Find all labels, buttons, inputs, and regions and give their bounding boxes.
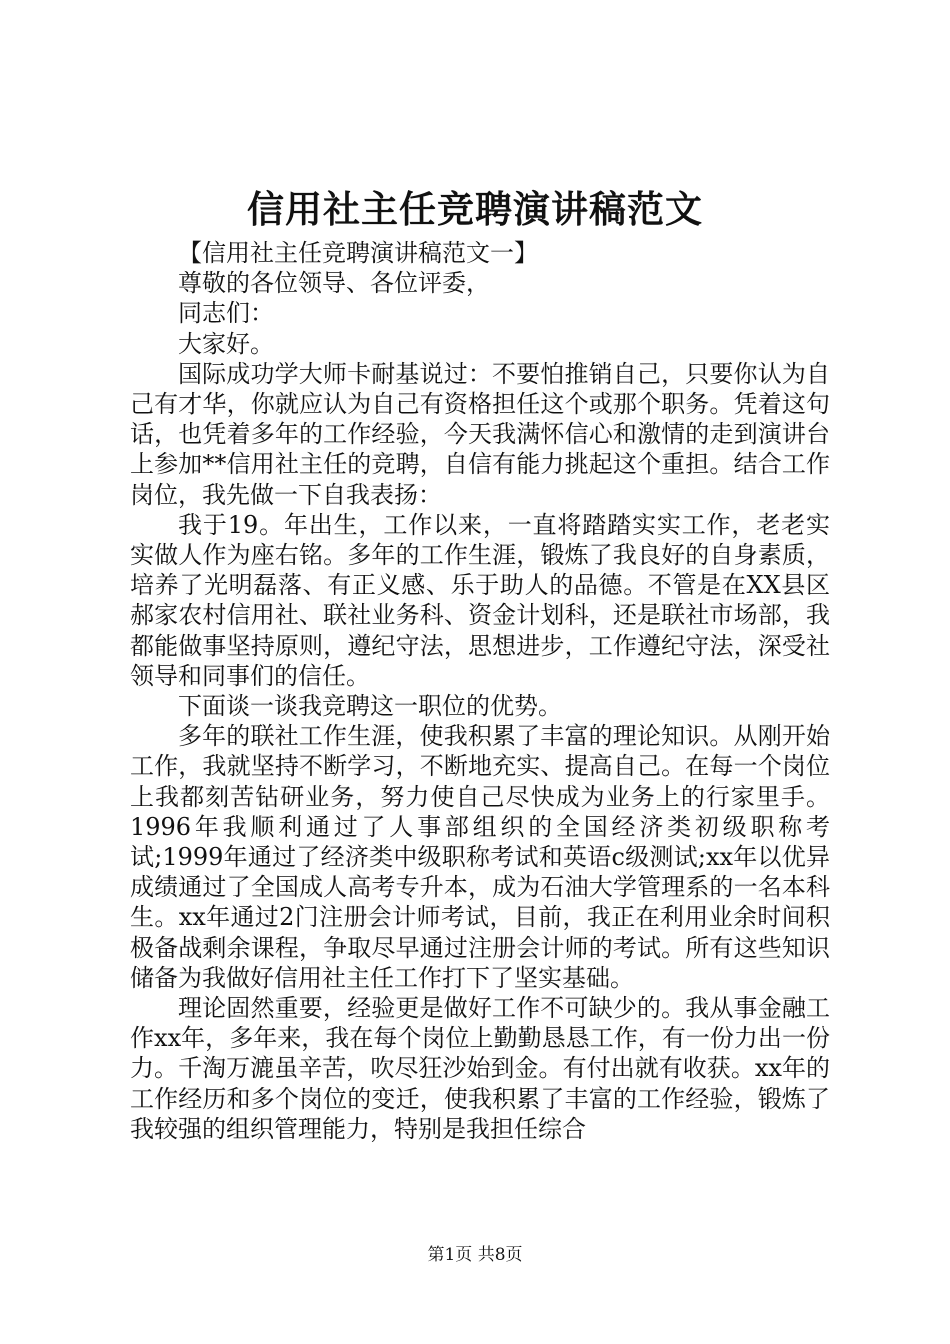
body-paragraph: 国际成功学大师卡耐基说过：不要怕推销自己，只要你认为自己有才华，你就应认为自己有资格担任这个或那个职务。凭着这句话，也凭着多年的工作经验，今天我满怀信心和激情的走到演讲台上参加**信用社主任的竞聘，自信有能力挑起这个重担。结合工作岗位，我先做一下自我表扬： [130, 359, 830, 509]
document-body [130, 238, 830, 1144]
section-heading: 【信用社主任竞聘演讲稿范文一】 [178, 239, 538, 267]
body-paragraph: 多年的联社工作生涯，使我积累了丰富的理论知识。从刚开始工作，我就坚持不断学习，不断地充实、提高自己。在每一个岗位上我都刻苦钻研业务，努力使自己尽快成为业务上的行家里手。1996年我顺利通过了人事部组织的全国经济类初级职称考试;1999年通过了经济类中级职称考试和英语c级测试;xx年以优异成绩通过了全国成人高考专升本，成为石油大学管理系的一名本科生。xx年通过2门注册会计师考试，目前，我正在利用业余时间积极备战剩余课程，争取尽早通过注册会计师的考试。所有这些知识储备为我做好信用社主任工作打下了坚实基础。 [130, 722, 830, 992]
body-paragraph: 我于19。年出生，工作以来，一直将踏踏实实工作，老老实实做人作为座右铭。多年的工作生涯，锻炼了我良好的自身素质，培养了光明磊落、有正义感、乐于助人的品德。不管是在XX县区郝家农村信用社、联社业务科、资金计划科，还是联社市场部，我都能做事坚持原则，遵纪守法，思想进步，工作遵纪守法，深受社领导和同事们的信任。 [130, 510, 830, 690]
document-title: 信用社主任竞聘演讲稿范文 [247, 187, 703, 231]
page-number-footer: 第1页 共8页 [427, 1245, 523, 1265]
salutation-line: 尊敬的各位领导、各位评委， [178, 269, 490, 298]
body-paragraph: 下面谈一谈我竞聘这一职位的优势。 [178, 692, 562, 721]
salutation-line: 同志们： [178, 299, 274, 328]
body-paragraph: 理论固然重要，经验更是做好工作不可缺少的。我从事金融工作xx年，多年来，我在每个岗位上勤勤恳恳工作，有一份力出一份力。千淘万漉虽辛苦，吹尽狂沙始到金。有付出就有收获。xx年的工作经历和多个岗位的变迁，使我积累了丰富的工作经验，锻炼了我较强的组织管理能力，特别是我担任综合 [130, 994, 830, 1143]
greeting-line: 大家好。 [178, 329, 274, 358]
